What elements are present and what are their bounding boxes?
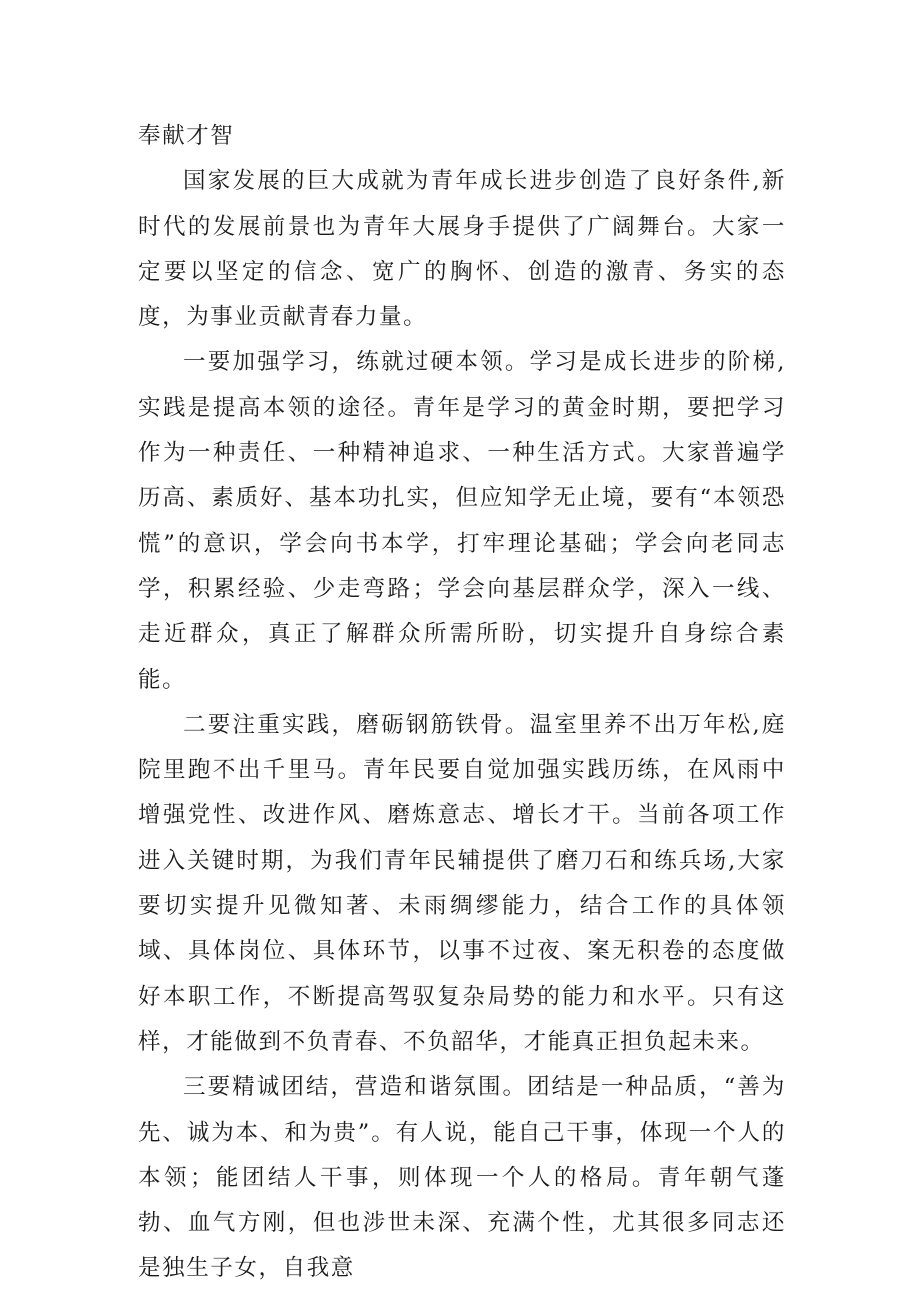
paragraph-unity: 三要精诚团结，营造和谐氛围。团结是一种品质，“善为先、诚为本、和为贵”。有人说，能自己干事，体现一个人的本领；能团结人干事，则体现一个人的格局。青年朝气蓬勃、血气方刚，但也涉世未深、充满个性，尤其很多同志还是独生子女，自我意 xyxy=(138,1074,786,1282)
lead-line: 奉献才智 xyxy=(138,123,235,149)
paragraph-intro: 国家发展的巨大成就为青年成长进步创造了良好条件,新时代的发展前景也为青年大展身手提供了广阔舞台。大家一定要以坚定的信念、宽广的胸怀、创造的激青、务实的态度，为事业贡献青春力量。 xyxy=(138,168,786,331)
document-body xyxy=(138,114,786,1292)
paragraph-practice: 二要注重实践，磨砺钢筋铁骨。温室里养不出万年松,庭院里跑不出千里马。青年民要自觉加强实践历练，在风雨中增强党性、改进作风、磨炼意志、增长才干。当前各项工作进入关键时期，为我们青年民辅提供了磨刀石和练兵场,大家要切实提升见微知著、未雨绸缪能力，结合工作的具体领域、具体岗位、具体环节，以事不过夜、案无积卷的态度做好本职工作，不断提高驾驭复杂局势的能力和水平。只有这样，才能做到不负青春、不负韶华，才能真正担负起未来。 xyxy=(138,711,786,1055)
paragraph-study: 一要加强学习，练就过硬本领。学习是成长进步的阶梯,实践是提高本领的途径。青年是学习的黄金时期，要把学习作为一种责任、一种精神追求、一种生活方式。大家普遍学历高、素质好、基本功扎实，但应知学无止境，要有“本领恐慌”的意识，学会向书本学，打牢理论基础；学会向老同志学，积累经验、少走弯路；学会向基层群众学，深入一线、走近群众，真正了解群众所需所盼，切实提升自身综合素能。 xyxy=(138,349,786,693)
